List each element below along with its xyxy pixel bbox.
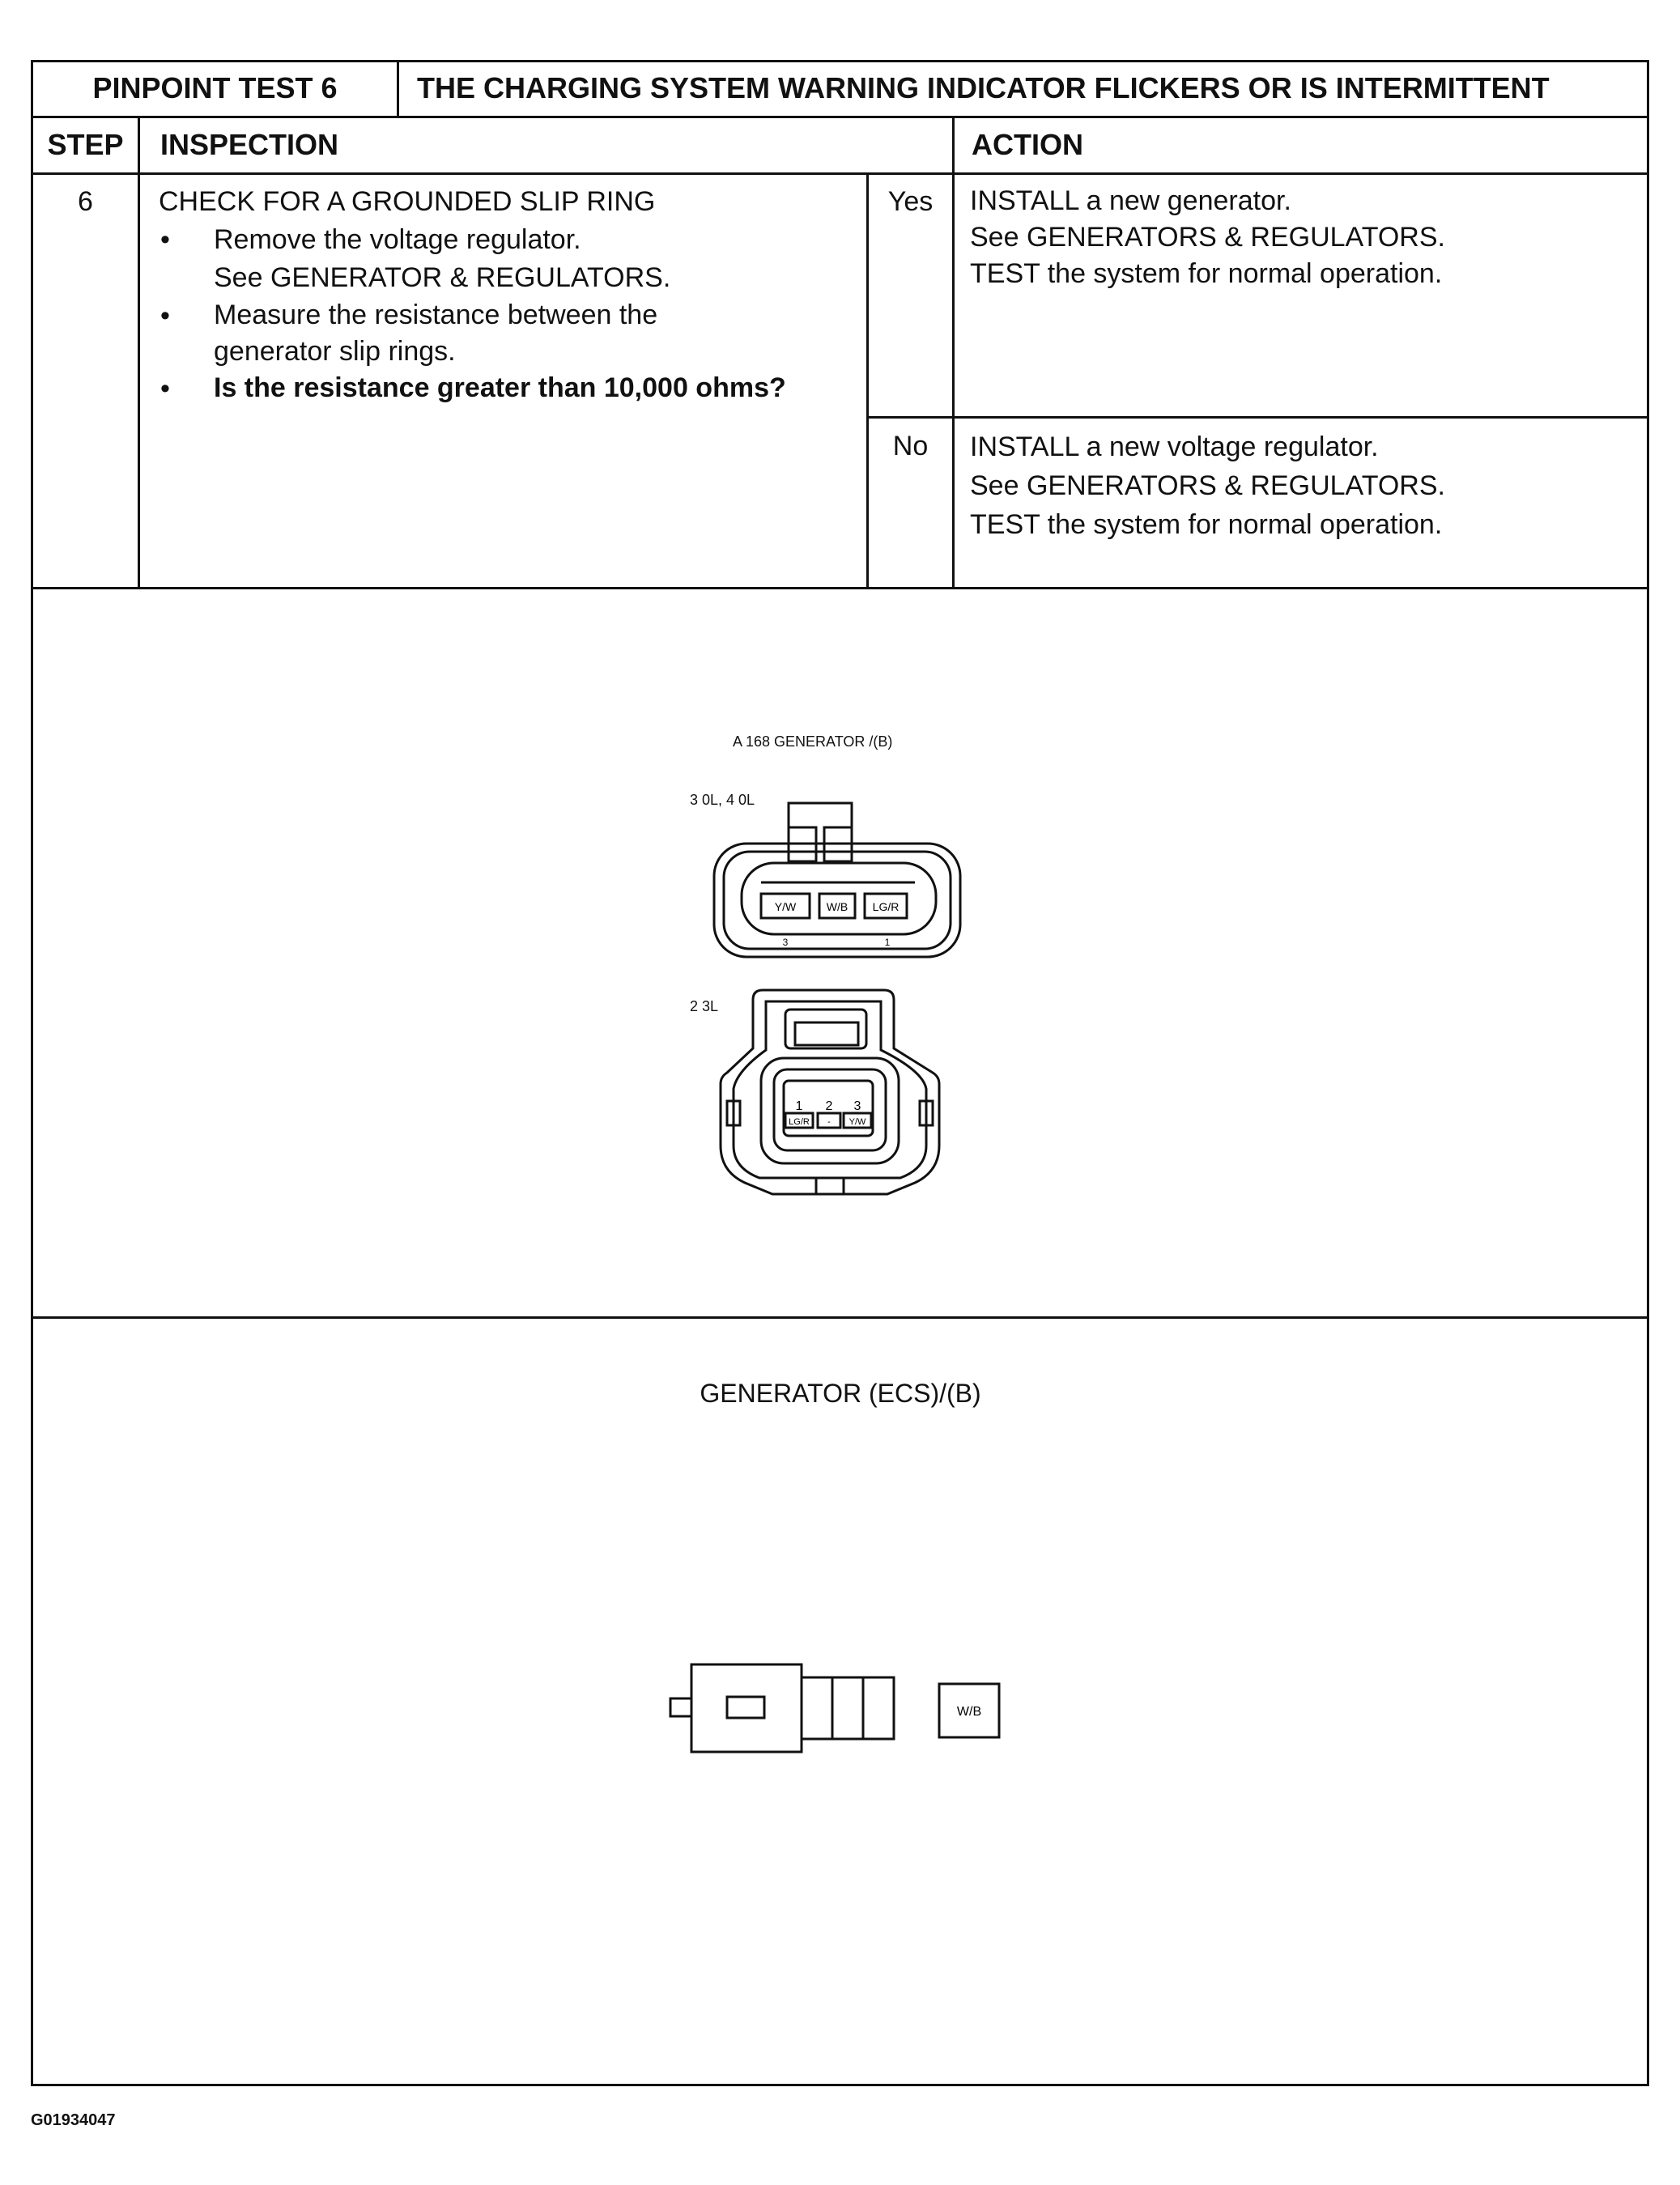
- column-header-inspection: INSPECTION: [160, 128, 339, 161]
- column-header-step: STEP: [47, 128, 124, 161]
- pin-number: 3: [853, 1099, 861, 1113]
- section-divider-1: [31, 587, 1649, 589]
- action-line: TEST the system for normal operation.: [970, 258, 1443, 289]
- table-border-top: [31, 60, 1649, 62]
- connector-diagram-2-3l: [696, 984, 963, 1202]
- bullet-icon: •: [160, 373, 170, 404]
- pin-label: LG/R: [872, 900, 900, 913]
- table-border-right: [1647, 60, 1649, 2086]
- action-reference: See GENERATORS & REGULATORS.: [970, 470, 1445, 501]
- pin-number: 1: [795, 1099, 803, 1113]
- pin-number: 1: [884, 937, 891, 948]
- pin-label: W/B: [956, 1705, 982, 1719]
- action-col-divider: [952, 116, 955, 589]
- ecs-connector-diagram: [664, 1652, 1020, 1765]
- bullet-icon: •: [160, 224, 170, 255]
- action-reference: See GENERATORS & REGULATORS.: [970, 222, 1445, 253]
- step-col-divider: [138, 116, 140, 589]
- generator-ecs-title: GENERATOR (ECS)/(B): [700, 1379, 981, 1408]
- bullet-text: Remove the voltage regulator.: [214, 224, 581, 255]
- inspection-bullet: [159, 297, 855, 370]
- pin-label: LG/R: [789, 1117, 810, 1127]
- inspection-heading: CHECK FOR A GROUNDED SLIP RING: [159, 186, 656, 217]
- bullet-text: Measure the resistance between the generator slip rings.: [214, 300, 658, 367]
- bullet-question: Is the resistance greater than 10,000 ohms?: [214, 372, 786, 403]
- figure-code: G01934047: [31, 2111, 116, 2129]
- inspection-bullet: [159, 221, 855, 297]
- answer-yes-label: Yes: [887, 186, 934, 217]
- bullet-subtext: See GENERATOR & REGULATORS.: [214, 262, 671, 293]
- step-number: 6: [78, 186, 93, 217]
- answer-no-label: No: [892, 431, 929, 461]
- variant-label-3l-4l: 3 0L, 4 0L: [690, 792, 755, 808]
- pin-label: Y/W: [849, 1117, 866, 1127]
- pin-label: -: [827, 1117, 831, 1127]
- answer-no-action: [970, 427, 1445, 544]
- pin-number: 2: [825, 1099, 833, 1113]
- pin-label: Y/W: [774, 900, 797, 913]
- pinpoint-test-label: PINPOINT TEST 6: [92, 71, 338, 104]
- row-divider-2: [31, 172, 1649, 175]
- connector-diagram-3l-4l: [704, 793, 972, 963]
- inspection-cell: [159, 183, 855, 408]
- answer-row-divider: [866, 416, 1649, 419]
- page-title: THE CHARGING SYSTEM WARNING INDICATOR FLICKERS OR IS INTERMITTENT: [417, 71, 1550, 104]
- answer-yes-action: [970, 183, 1445, 292]
- table-border-left: [31, 60, 33, 2086]
- pin-label: W/B: [826, 900, 849, 913]
- header-divider: [397, 60, 399, 118]
- action-line: INSTALL a new generator.: [970, 185, 1291, 216]
- row-divider-1: [31, 116, 1649, 118]
- variant-label-2-3l: 2 3L: [690, 998, 719, 1014]
- bullet-icon: •: [160, 300, 170, 331]
- section-divider-2: [31, 1316, 1649, 1319]
- inspection-bullet: [159, 370, 855, 408]
- answer-col-divider: [866, 172, 869, 589]
- action-line: INSTALL a new voltage regulator.: [970, 431, 1379, 462]
- pin-number: 3: [782, 937, 789, 948]
- action-line: TEST the system for normal operation.: [970, 509, 1443, 540]
- column-header-action: ACTION: [972, 128, 1083, 161]
- table-border-bottom: [31, 2084, 1649, 2086]
- connector-title: A 168 GENERATOR /(B): [733, 733, 893, 750]
